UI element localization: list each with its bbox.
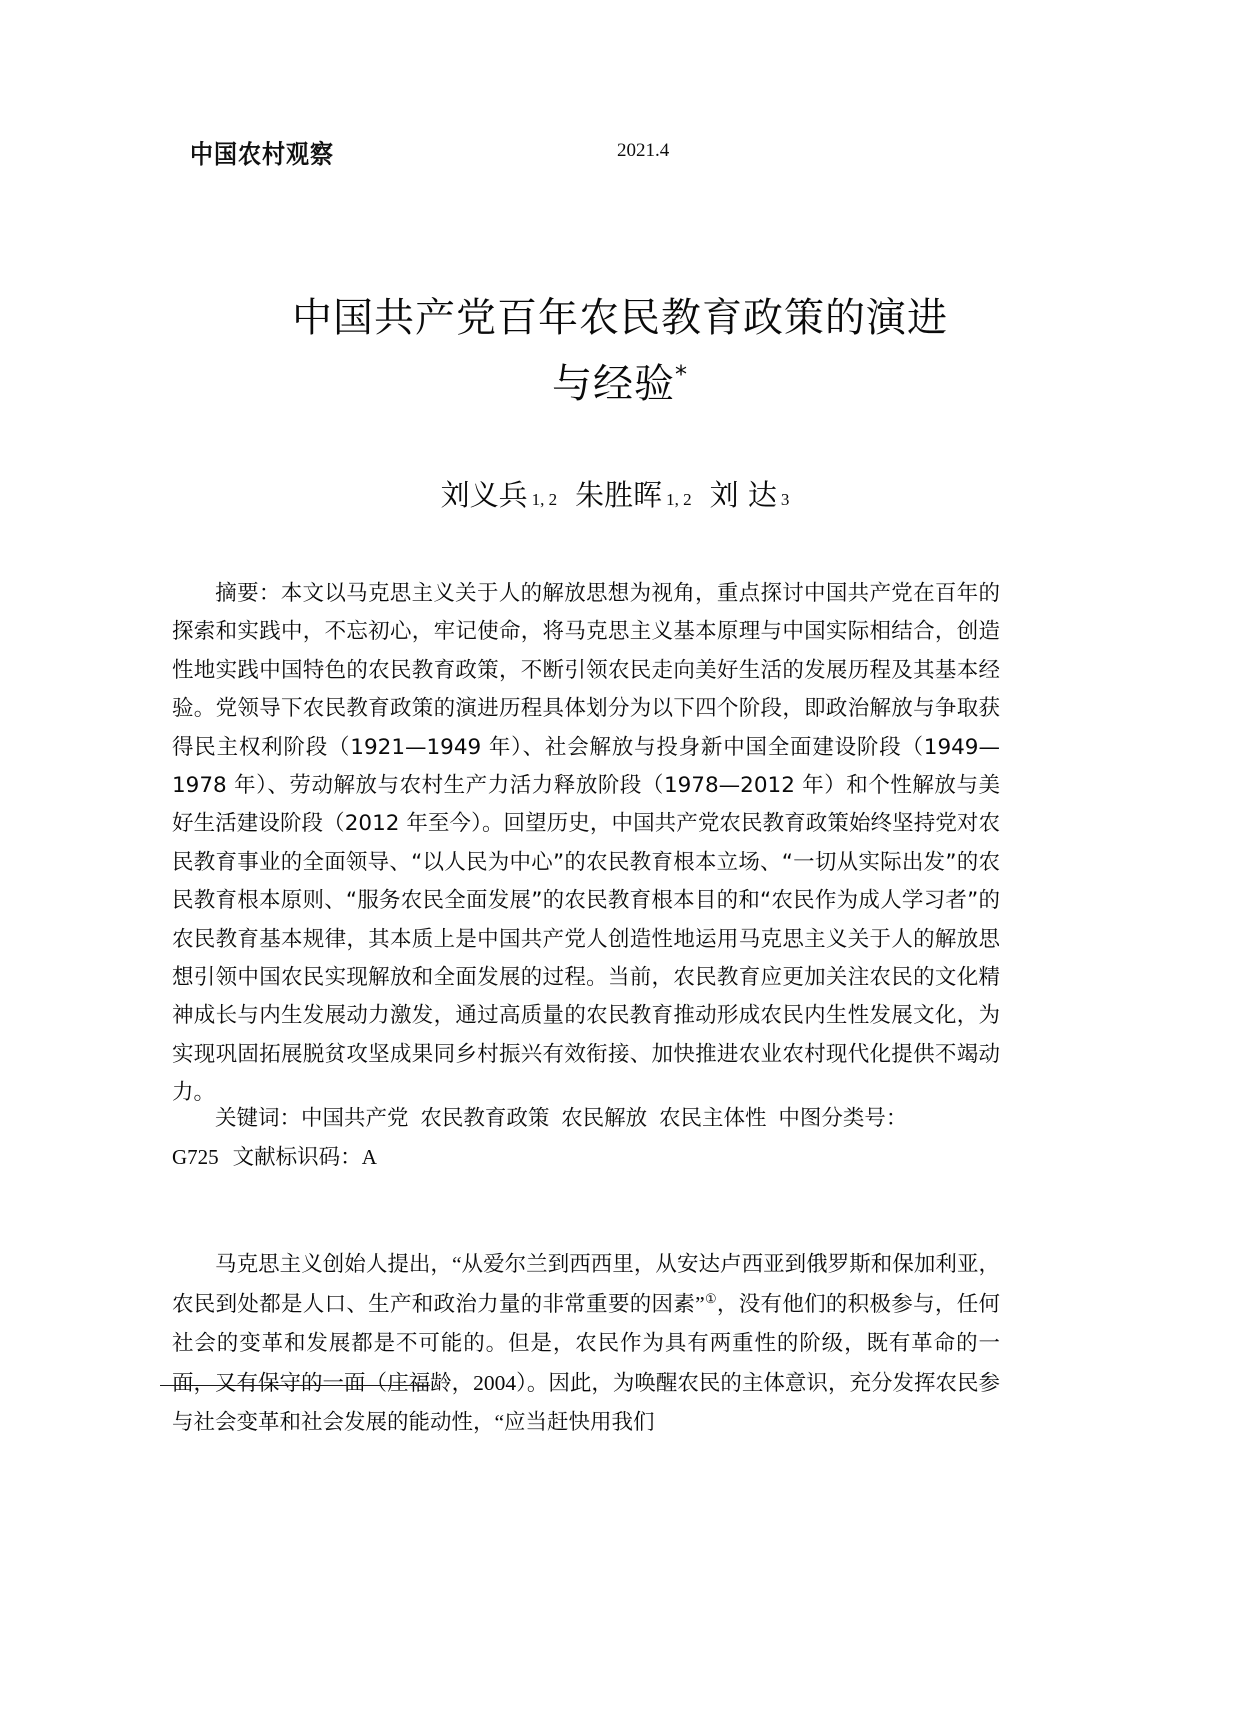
document-type-value: A: [361, 1145, 377, 1169]
author-affiliation-1: 1, 2: [531, 490, 558, 509]
journal-name: 中国农村观察: [190, 140, 334, 170]
author-list: [160, 474, 1080, 521]
keyword-term: 中国共产党: [301, 1106, 409, 1131]
keyword-term: 农民主体性: [659, 1106, 767, 1131]
footnote-divider: [160, 1385, 430, 1386]
keywords-section: [172, 1100, 1000, 1138]
document-type-label: 文献标识码：: [232, 1145, 362, 1170]
body-text-part-1: 马克思主义创始人提出，“从爱尔兰到西西里，从安达卢西亚到俄罗斯和保加利亚，农民到处都是人口、生产和政治力量的非常重要的因素”: [172, 1252, 1000, 1316]
author-name-1: 刘义兵: [440, 478, 528, 512]
issue-number: 2021.4: [617, 140, 670, 161]
author-name-3: 刘 达: [709, 478, 777, 512]
classification-line: [172, 1138, 1000, 1177]
abstract-text: 本文以马克思主义关于人的解放思想为视角，重点探讨中国共产党在百年的探索和实践中，不忘初心，牢记使命，将马克思主义基本原理与中国实际相结合，创造性地实践中国特色的农民教育政策，不断引领农民走向美好生活的发展历程及其基本经验。党领导下农民教育政策的演进历程具体划分为以下四个阶段，即政治解放与争取获得民主权利阶段（1921—1949 年）、社会解放与投身新中国全面建设阶段（1949—1978 年）、劳动解放与农村生产力活力释放阶段（1978—2012 年）和个性解放与美好生活建设阶段（2012 年至今）。回望历史，中国共产党农民教育政策始终坚持党对农民教育事业的全面领导、“以人民为中心”的农民教育根本立场、“一切从实际出发”的农民教育根本原则、“服务农民全面发展”的农民教育根本目的和“农民作为成人学习者”的农民教育基本规律，其本质上是中国共产党人创造性地运用马克思主义关于人的解放思想引领中国农民实现解放和全面发展的过程。当前，农民教育应更加关注农民的文化精神成长与内生发展动力激发，通过高质量的农民教育推动形成农民内生性发展文化，为实现巩固拓展脱贫攻坚成果同乡村振兴有效衔接、加快推进农业农村现代化提供不竭动力。: [172, 581, 1000, 1106]
paper-title: [160, 285, 1080, 417]
abstract-section: [172, 575, 1000, 1113]
abstract-label: 摘要：: [215, 581, 281, 606]
footnote-reference-icon: ①: [704, 1290, 717, 1306]
title-line-1: 中国共产党百年农民教育政策的演进: [292, 295, 948, 341]
title-line-2: [160, 351, 1080, 417]
page-header: [0, 134, 1240, 178]
title-line-2-text: 与经验: [552, 361, 675, 407]
keyword-term: 农民解放: [561, 1106, 648, 1131]
body-paragraph-1: [172, 1245, 1000, 1443]
classification-label: 中图分类号：: [778, 1106, 908, 1131]
classification-code: G725: [172, 1145, 219, 1169]
keyword-term: 农民教育政策: [420, 1106, 550, 1131]
author-name-2: 朱胜晖: [575, 478, 663, 512]
author-affiliation-3: 3: [780, 490, 790, 509]
title-footnote-marker: *: [675, 360, 688, 389]
keywords-label: 关键词：: [215, 1106, 302, 1131]
body-text-part-2: ，没有他们的积极参与，任何社会的变革和发展都是不可能的。但是，农民作为具有两重性的阶级，既有革命的一面，又有保守的一面（庄福龄，2004）。因此，为唤醒农民的主体意识，充分发挥农民参与社会变革和社会发展的能动性，“应当赶快用我们: [172, 1291, 1000, 1434]
author-affiliation-2: 1, 2: [666, 490, 692, 509]
